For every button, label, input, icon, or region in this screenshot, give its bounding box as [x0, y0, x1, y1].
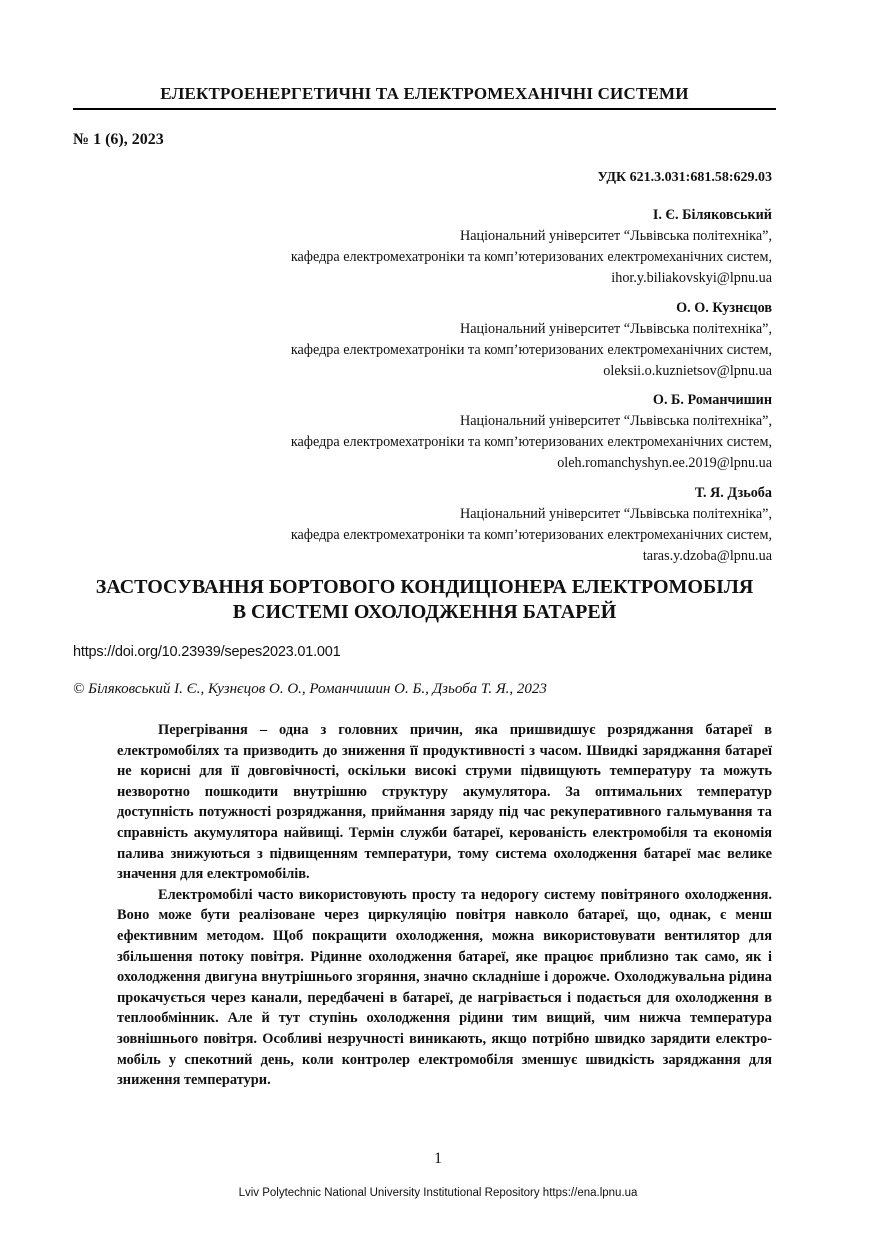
author-email[interactable]: taras.y.dzoba@lpnu.ua — [642, 548, 772, 564]
article-title — [73, 575, 776, 625]
author-block — [212, 390, 772, 474]
author-name: Т. Я. Дзьоба — [694, 485, 772, 501]
author-department: кафедра електромехатроніки та комп’ютеризованих електромеханічних систем, — [290, 527, 772, 543]
author-university: Національний університет “Львівська політехніка”, — [459, 321, 772, 337]
author-university: Національний університет “Львівська політехніка”, — [459, 413, 772, 429]
author-name: О. О. Кузнєцов — [676, 300, 772, 316]
copyright-line: © Біляковський І. Є., Кузнєцов О. О., Романчишин О. Б., Дзьоба Т. Я., 2023 — [73, 681, 547, 697]
author-block — [212, 298, 772, 382]
abstract — [117, 720, 772, 1091]
title-line: В СИСТЕМІ ОХОЛОДЖЕННЯ БАТАРЕЙ — [232, 601, 617, 623]
repository-footer: Lviv Polytechnic National University Institutional Repository https://ena.lpnu.ua — [238, 1187, 638, 1199]
header-divider — [73, 108, 776, 110]
author-email[interactable]: oleh.romanchyshyn.ee.2019@lpnu.ua — [557, 455, 772, 471]
abstract-paragraph: Електромобілі часто використовують просту та недорогу систему повітряного охолодження. Воно може бути реалізоване через циркуляцію повітря навколо батареї, що, однак, є менш ефективним методом. Щоб покращити охолодження, можна використовувати вентилятор для збільшення потоку повітря. Рідинне охолодження батареї, яке працює приблизно так само, як і охолодження двигуна внутрішнього згоряння, значно складніше і дорожче. Охолоджувальна рідина прокачується через канали, передбачені в батареї, де нагрівається і подається для охолодження в теплообмінник. Але й тут ступінь охолодження рідини тим вищий, чим нижча температура зовнішнього повітря. Особливі незручності виникають, якщо потрібно швидко зарядити електромобіль у спекотний день, коли контролер електромобіля зменшує швидкість заряджання для зниження температури. — [117, 886, 772, 1089]
page-number: 1 — [434, 1150, 442, 1167]
doi-link[interactable]: https://doi.org/10.23939/sepes2023.01.001 — [73, 644, 341, 660]
issue-number: № 1 (6), 2023 — [73, 131, 164, 148]
author-block — [212, 205, 772, 289]
author-block — [212, 483, 772, 567]
abstract-paragraph: Перегрівання – одна з головних причин, яка пришвидшує розряджання батареї в електромобілях та призводить до зниження її продуктивності з часом. Швидкі заряджання батареї не корисні для її довговічності, оскільки високі струми підвищують температуру та можуть незворотно пошкодити внутрішню структуру акумулятора. За оптимальних температур доступність потужності розряджання, приймання заряду під час рекуперативного гальмування та справність акумулятора найвищі. Термін служби батареї, керованість електромобіля та економія палива знижуються з підвищенням температури, тому система охолодження батареї має велике значення для електромобілів. — [117, 722, 772, 883]
journal-title: ЕЛЕКТРОЕНЕРГЕТИЧНІ ТА ЕЛЕКТРОМЕХАНІЧНІ СИСТЕМИ — [160, 84, 689, 103]
udc-code: УДК 621.3.031:681.58:629.03 — [597, 170, 772, 185]
title-line: ЗАСТОСУВАННЯ БОРТОВОГО КОНДИЦІОНЕРА ЕЛЕКТРОМОБІЛЯ — [95, 576, 754, 598]
author-university: Національний університет “Львівська політехніка”, — [459, 506, 772, 522]
author-email[interactable]: oleksii.o.kuznietsov@lpnu.ua — [603, 363, 772, 379]
author-email[interactable]: ihor.y.biliakovskyi@lpnu.ua — [611, 270, 772, 286]
author-department: кафедра електромехатроніки та комп’ютеризованих електромеханічних систем, — [290, 434, 772, 450]
author-department: кафедра електромехатроніки та комп’ютеризованих електромеханічних систем, — [290, 249, 772, 265]
author-university: Національний університет “Львівська політехніка”, — [459, 228, 772, 244]
author-name: О. Б. Романчишин — [652, 392, 772, 408]
author-department: кафедра електромехатроніки та комп’ютеризованих електромеханічних систем, — [290, 342, 772, 358]
author-name: І. Є. Біляковський — [652, 207, 772, 223]
